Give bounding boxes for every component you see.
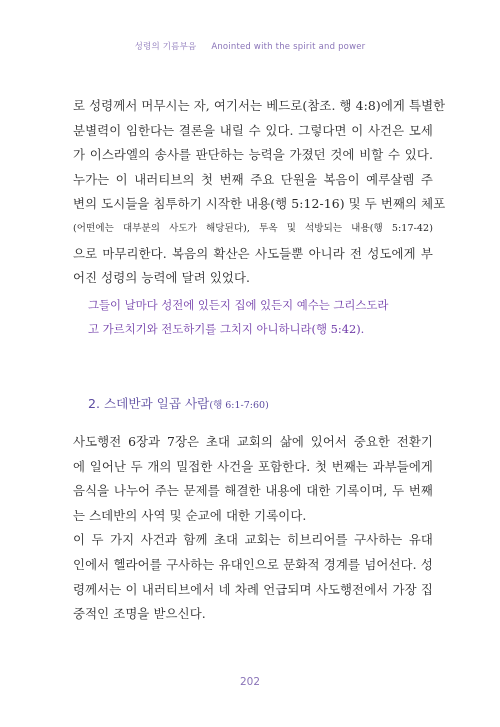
text-line: 누가는 이 내러티브의 첫 번째 주요 단원을 복음이 예루살렘 주 (73, 171, 433, 187)
text-line: 변의 도시들을 침투하기 시작한 내용(행 5:12-16) 및 두 번째의 체포 (73, 196, 446, 212)
running-header (0, 40, 500, 52)
text-line: 는 스데반의 사역 및 순교에 대한 기록이다. (73, 507, 307, 523)
scripture-quote (88, 293, 433, 341)
section-heading-reference: (행 6:1-7:60) (209, 400, 269, 411)
text-line: 령께서는 이 내러티브에서 네 차례 언급되며 사도행전에서 가장 집 (73, 581, 433, 597)
body-paragraph-1 (73, 94, 446, 291)
text-line: 분별력이 임한다는 결론을 내릴 수 있다. 그렇다면 이 사건은 모세 (73, 122, 433, 138)
text-line: 인에서 헬라어를 구사하는 유대인으로 문화적 경계를 넘어선다. 성 (73, 556, 433, 572)
body-paragraph-2 (73, 430, 433, 627)
header-english-title: Anointed with the spirit and power (211, 42, 366, 52)
quote-line: 그들이 날마다 성전에 있든지 집에 있든지 예수는 그리스도라 (88, 298, 389, 312)
text-line: 이 두 가지 사건과 함께 초대 교회는 히브리어를 구사하는 유대 (73, 532, 433, 548)
text-line: 가 이스라엘의 송사를 판단하는 능력을 가졌던 것에 비할 수 있다. (73, 147, 433, 163)
section-heading-title: 2. 스데반과 일곱 사람 (88, 396, 210, 411)
text-line: 어진 성령의 능력에 달려 있었다. (73, 270, 251, 286)
text-line: (어떤에는 대부분의 사도가 해당된다), 투옥 및 석방되는 내용(행 5:17-42) (73, 222, 433, 234)
quote-line: 고 가르치기와 전도하기를 그치지 아니하니라(행 5:42). (88, 322, 365, 336)
page-number: 202 (239, 676, 261, 688)
text-line: 에 일어난 두 개의 밀접한 사건을 포함한다. 첫 번째는 과부들에게 (73, 458, 433, 474)
text-line: 로 성령께서 머무시는 자, 여기서는 베드로(참조. 행 4:8)에게 특별한 (73, 98, 446, 113)
text-line: 사도행전 6장과 7장은 초대 교회의 삶에 있어서 중요한 전환기 (73, 434, 433, 449)
section-heading (88, 393, 269, 412)
text-line: 음식을 나누어 주는 문제를 해결한 내용에 대한 기록이며, 두 번째 (73, 483, 433, 499)
text-line: 중적인 조명을 받으신다. (73, 606, 206, 622)
header-book-title: 성령의 기름부음 (134, 42, 197, 52)
text-line: 으로 마무리한다. 복음의 확산은 사도들뿐 아니라 전 성도에게 부 (73, 245, 433, 261)
